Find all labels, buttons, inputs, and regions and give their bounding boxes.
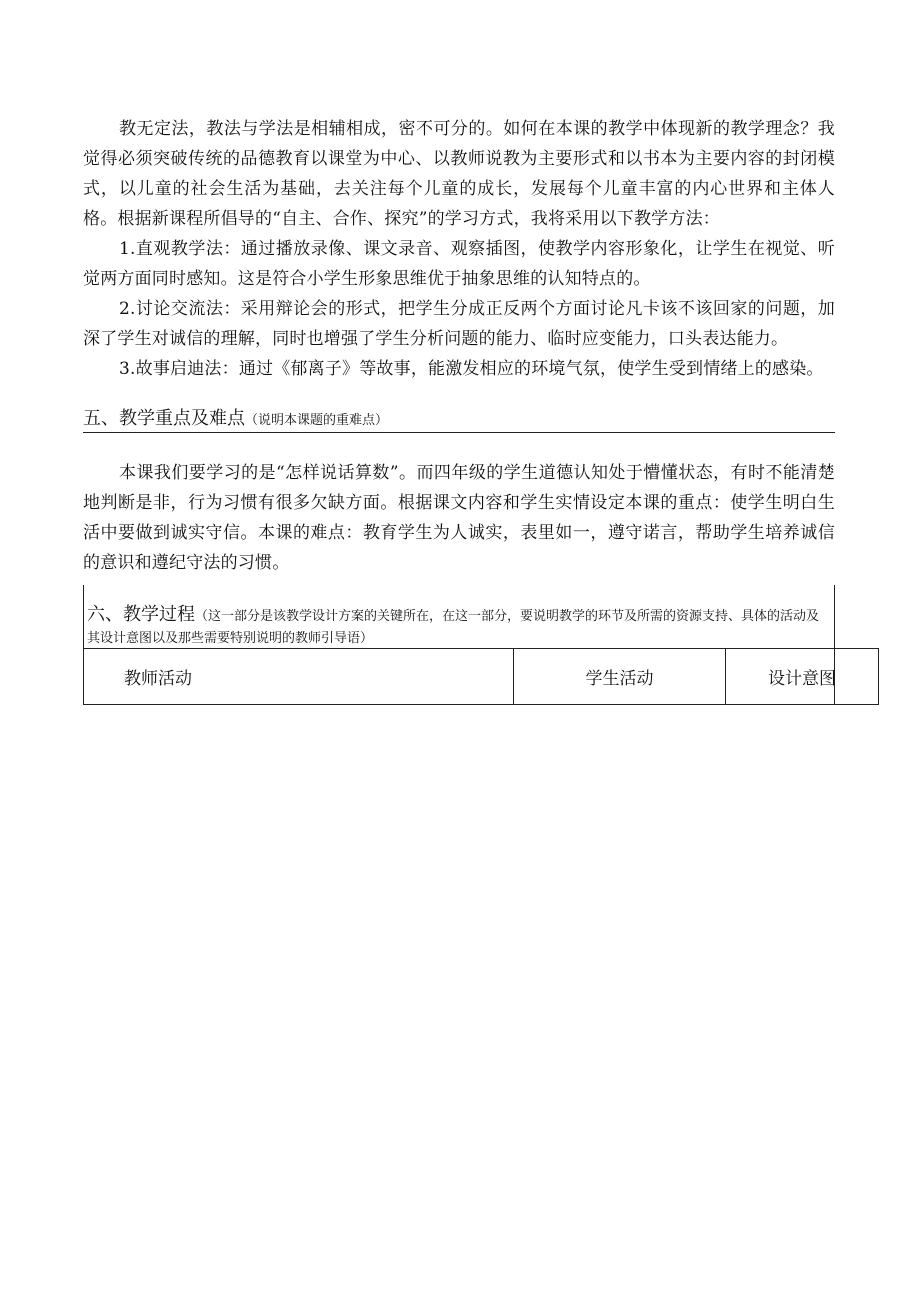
- header-student-activity: 学生活动: [514, 649, 726, 705]
- section6-note: （这一部分是该教学设计方案的关键所在，在这一部分，要说明教学的环节及所需的资源支持、具体的活动及其设计意图以及那些需要特别说明的教师引导语）: [87, 609, 820, 646]
- methods-list: [83, 234, 835, 384]
- methods-intro-paragraph: 教无定法，教法与学法是相辅相成，密不可分的。如何在本课的教学中体现新的教学理念？我觉得必须突破传统的品德教育以课堂为中心、以教师说教为主要形式和以书本为主要内容的封闭模式，以儿童的社会生活为基础，去关注每个儿童的成长，发展每个儿童丰富的内心世界和主体人格。根据新课程所倡导的“自主、合作、探究”的学习方式，我将采用以下教学方法：: [83, 119, 835, 229]
- method-item-discussion: 2.讨论交流法：采用辩论会的形式，把学生分成正反两个方面讨论凡卡该不该回家的问题，加深了学生对诚信的理解，同时也增强了学生分析问题的能力、临时应变能力，口头表达能力。: [83, 299, 835, 349]
- teaching-methods-section: [83, 114, 835, 384]
- method-item-intuitive: 1.直观教学法：通过播放录像、课文录音、观察插图，使教学内容形象化，让学生在视觉、听觉两方面同时感知。这是符合小学生形象思维优于抽象思维的认知特点的。: [83, 239, 835, 289]
- section5-title: 五、教学重点及难点: [83, 408, 245, 429]
- process-table: [83, 648, 879, 705]
- section6-title: 六、教学过程: [87, 604, 195, 625]
- header-teacher-activity: 教师活动: [84, 649, 514, 705]
- section5-heading: [83, 406, 835, 433]
- section6-heading: [83, 602, 835, 650]
- section5-body-paragraph: 本课我们要学习的是“怎样说话算数”。而四年级的学生道德认知处于懵懂状态，有时不能清楚地判断是非，行为习惯有很多欠缺方面。根据课文内容和学生实情设定本课的重点：使学生明白生活中要做到诚实守信。本课的难点：教育学生为人诚实，表里如一，遵守诺言，帮助学生培养诚信的意识和遵纪守法的习惯。: [83, 463, 835, 573]
- section5-body-block: [83, 458, 835, 578]
- section5-note: （说明本课题的重难点）: [245, 413, 389, 428]
- method-item-story: 3.故事启迪法：通过《郁离子》等故事，能激发相应的环境气氛，使学生受到情绪上的感染。: [119, 359, 824, 379]
- process-table-header-row: [84, 649, 879, 705]
- section6-teaching-process: [83, 585, 835, 705]
- header-design-intent: 设计意图: [726, 649, 879, 705]
